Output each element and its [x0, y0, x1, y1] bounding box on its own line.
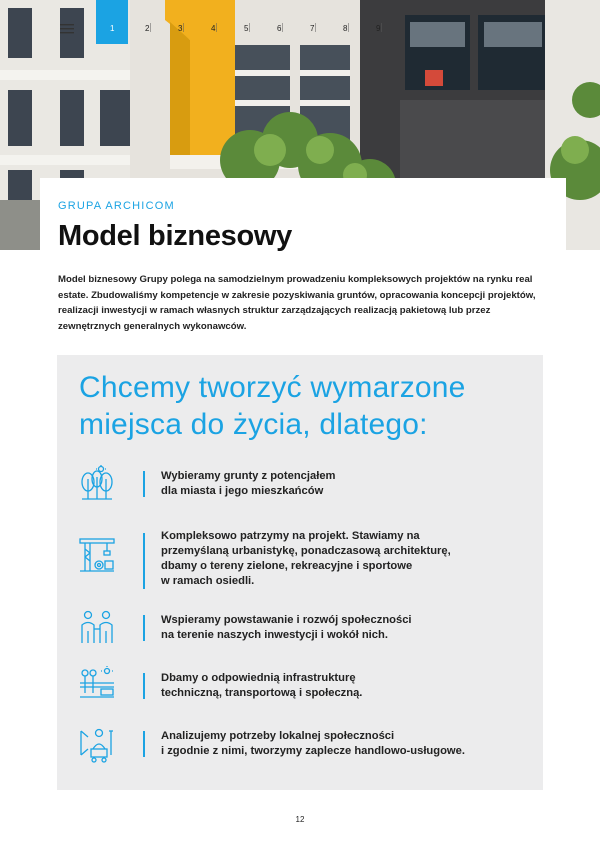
tab-9[interactable]: 9	[359, 0, 392, 44]
headline-line-1: Chcemy tworzyć wymarzone	[79, 371, 466, 404]
accent-bar	[143, 615, 145, 641]
accent-bar	[143, 731, 145, 757]
shopping-icon	[79, 727, 115, 763]
lead-paragraph: Model biznesowy Grupy polega na samodzielnym prowadzeniu kompleksowych projektów na rynku real estate. Zbudowaliśmy kompetencje w zakresie pozyskiwania gruntów, opracowania koncepcji projektów, realizacji inwestycji w ramach własnych struktur zarządzających realizacją pakietową lub przez zewnętrznych generalnych wykonawców.	[58, 274, 536, 332]
accent-bar	[143, 673, 145, 699]
value-text: Kompleksowo patrzymy na projekt. Stawiamy na przemyślaną urbanistykę, ponadczasową architekturę, dbamy o tereny zielone, rekreacyjne i sportowe w ramach osiedli.	[161, 530, 451, 587]
page-title: Model biznesowy	[58, 220, 292, 252]
tab-8[interactable]: 8	[326, 0, 359, 44]
tab-1[interactable]: 1	[96, 0, 128, 44]
section-kicker: GRUPA ARCHICOM	[58, 200, 175, 212]
value-text: Dbamy o odpowiednią infrastrukturę techniczną, transportową i społeczną.	[161, 672, 363, 699]
tab-6[interactable]: 6	[260, 0, 293, 44]
tab-5[interactable]: 5	[227, 0, 260, 44]
tab-4[interactable]: 4	[194, 0, 227, 44]
tab-7[interactable]: 7	[293, 0, 326, 44]
tab-2[interactable]: 2	[128, 0, 161, 44]
values-box	[57, 355, 543, 790]
accent-bar	[143, 471, 145, 497]
box-headline	[79, 369, 539, 443]
value-text: Analizujemy potrzeby lokalnej społeczności i zgodnie z nimi, tworzymy zaplecze handlowo-usługowe.	[161, 730, 465, 757]
trees-icon	[79, 465, 115, 501]
tab-3[interactable]: 3	[161, 0, 194, 44]
page-number: 12	[295, 815, 305, 824]
accent-bar	[143, 533, 145, 589]
people-icon	[79, 609, 115, 645]
section-tabs	[56, 0, 392, 44]
construction-crane-icon	[79, 537, 115, 573]
headline-line-2: miejsca do życia, dlatego:	[79, 408, 428, 441]
value-text: Wspieramy powstawanie i rozwój społeczności na terenie naszych inwestycji i wokół nich.	[161, 614, 412, 641]
infrastructure-icon	[79, 665, 115, 701]
value-text: Wybieramy grunty z potencjałem dla miasta i jego mieszkańców	[161, 470, 336, 497]
